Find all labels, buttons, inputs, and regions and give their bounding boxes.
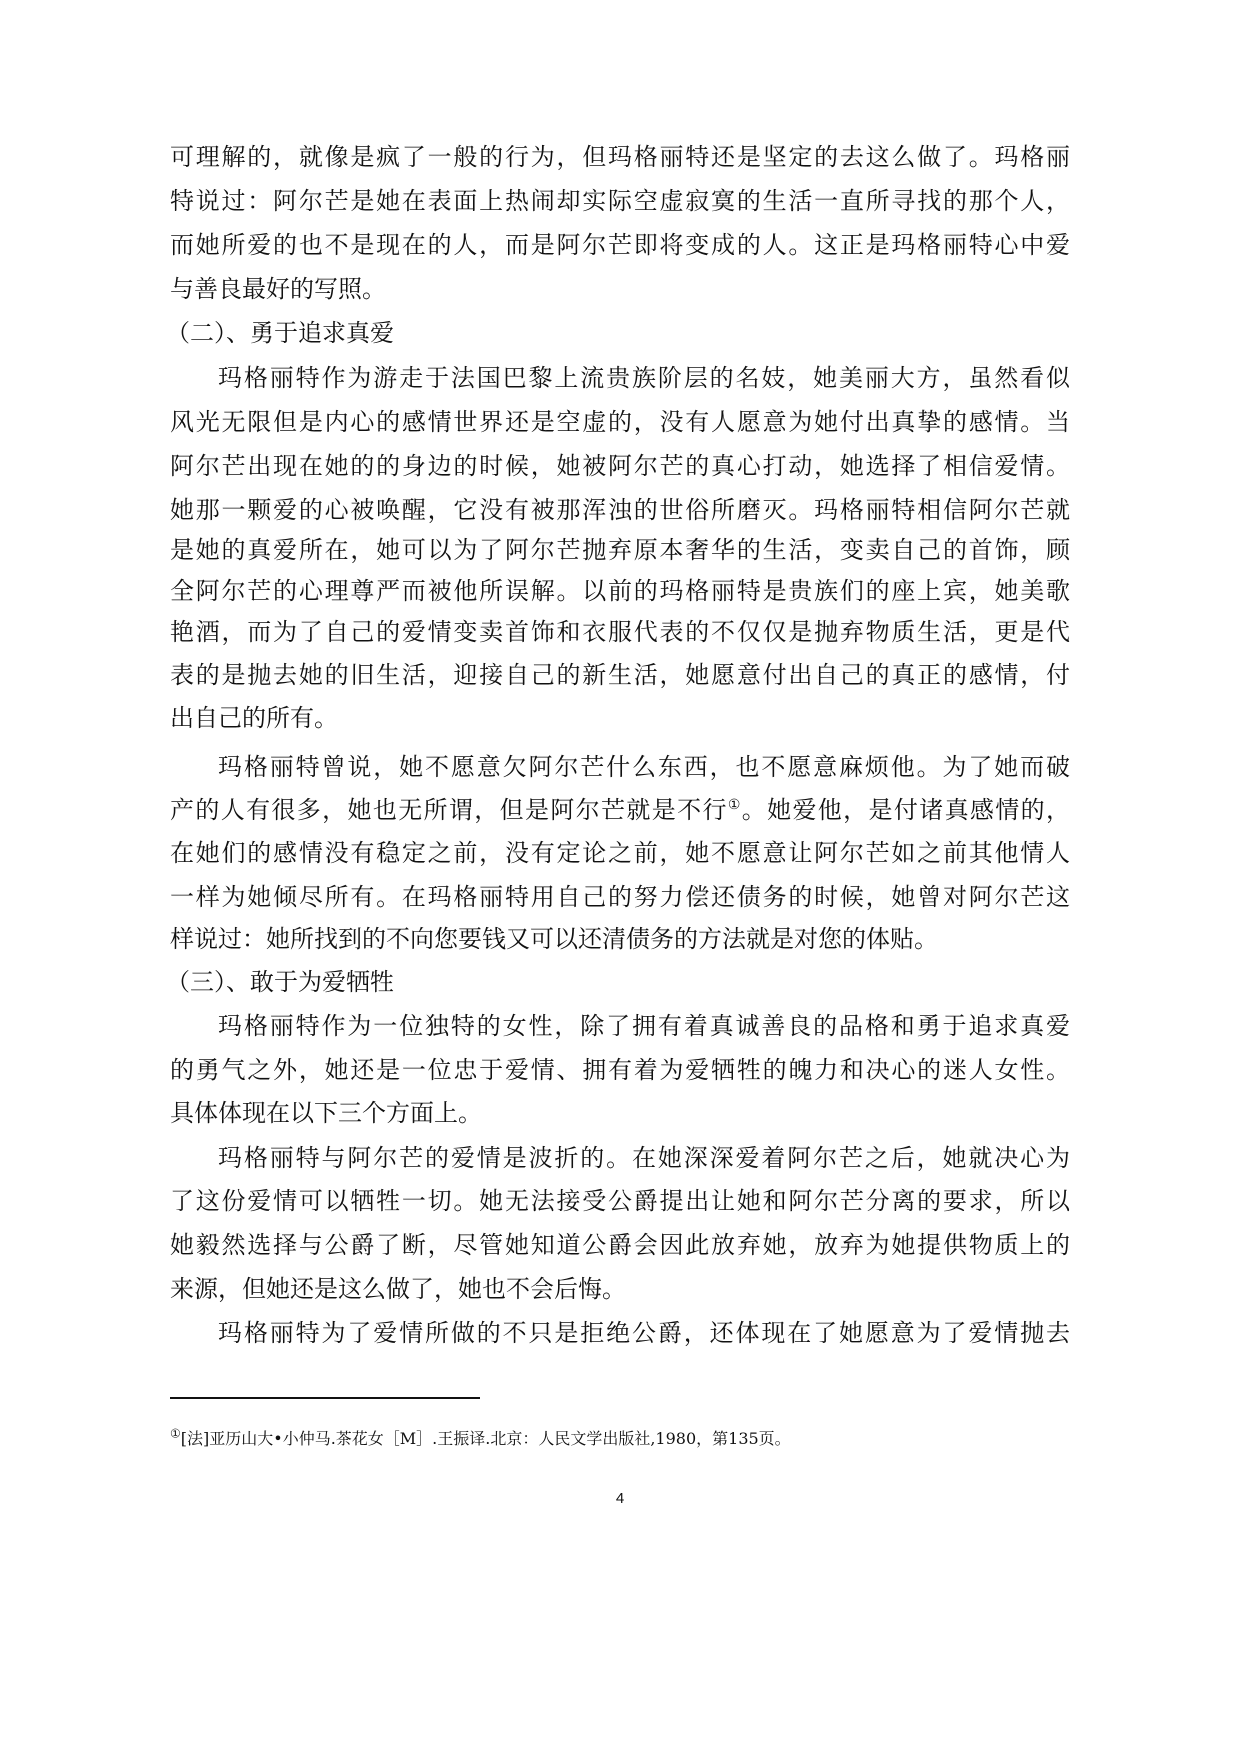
- line-text: 玛格丽特作为一位独特的女性，除了拥有着真诚善良的品格和勇于追求真爱: [218, 1012, 1070, 1040]
- text-line: [170, 535, 1070, 565]
- text-line: [218, 1318, 1070, 1348]
- text-line: [170, 495, 1070, 525]
- line-text: 风光无限但是内心的感情世界还是空虚的，没有人愿意为她付出真挚的感情。当: [170, 408, 1070, 436]
- text-line: [218, 752, 1070, 782]
- line-text: 阿尔芒出现在她的的身边的时候，她被阿尔芒的真心打动，她选择了相信爱情。: [170, 452, 1070, 480]
- text-line: [170, 617, 1070, 647]
- line-text: 是她的真爱所在，她可以为了阿尔芒抛弃原本奢华的生活，变卖自己的首饰，顾: [170, 536, 1070, 564]
- page-number: 4: [615, 1490, 625, 1507]
- line-text: （三）、敢于为爱牺牲: [166, 968, 394, 996]
- line-text: 的勇气之外，她还是一位忠于爱情、拥有着为爱牺牲的魄力和决心的迷人女性。: [170, 1056, 1070, 1084]
- text-line: [170, 703, 1070, 733]
- text-line: [170, 1230, 1070, 1260]
- line-text: 全阿尔芒的心理尊严而被他所误解。以前的玛格丽特是贵族们的座上宾，她美歌: [170, 577, 1070, 605]
- line-text: 玛格丽特为了爱情所做的不只是拒绝公爵，还体现在了她愿意为了爱情抛去: [218, 1319, 1070, 1347]
- text-line: [170, 1055, 1070, 1085]
- footnote-mark: ①: [170, 1426, 181, 1441]
- line-text: 玛格丽特作为游走于法国巴黎上流贵族阶层的名妓，她美丽大方，虽然看似: [218, 364, 1070, 392]
- line-text: 表的是抛去她的旧生活，迎接自己的新生活，她愿意付出自己的真正的感情，付: [170, 661, 1070, 689]
- line-text: 玛格丽特曾说，她不愿意欠阿尔芒什么东西，也不愿意麻烦他。为了她而破: [218, 753, 1070, 781]
- text-line: [170, 230, 1070, 260]
- line-text: 样说过：她所找到的不向您要钱又可以还清债务的方法就是对您的体贴。: [170, 925, 938, 953]
- line-text: 她那一颗爱的心被唤醒，它没有被那浑浊的世俗所磨灭。玛格丽特相信阿尔芒就: [170, 496, 1070, 524]
- text-line: [218, 1011, 1070, 1041]
- line-text: 一样为她倾尽所有。在玛格丽特用自己的努力偿还债务的时候，她曾对阿尔芒这: [170, 883, 1070, 911]
- line-text: 与善良最好的写照。: [170, 275, 386, 303]
- text-line: [170, 1098, 1070, 1128]
- text-line: [170, 1186, 1070, 1216]
- line-text: 特说过：阿尔芒是她在表面上热闹却实际空虚寂寞的生活一直所寻找的那个人，: [170, 187, 1070, 215]
- footnote-reference: ①: [727, 797, 742, 813]
- section-heading: [166, 967, 1066, 997]
- footnote: [170, 1426, 791, 1449]
- text-line: [170, 882, 1070, 912]
- line-text: 来源，但她还是这么做了，她也不会后悔。: [170, 1275, 626, 1303]
- text-line: [170, 142, 1070, 172]
- line-text: 产的人有很多，她也无所谓，但是阿尔芒就是不行: [170, 796, 728, 824]
- line-text: 艳酒，而为了自己的爱情变卖首饰和衣服代表的不仅仅是抛弃物质生活，更是代: [170, 618, 1070, 646]
- line-text: 在她们的感情没有稳定之前，没有定论之前，她不愿意让阿尔芒如之前其他情人: [170, 839, 1070, 867]
- text-line: [170, 838, 1070, 868]
- text-line: [218, 363, 1070, 393]
- text-line: [170, 660, 1070, 690]
- text-line: [170, 1274, 1070, 1304]
- line-text: 具体体现在以下三个方面上。: [170, 1099, 482, 1127]
- text-line: [170, 924, 1070, 954]
- line-text: 了这份爱情可以牺牲一切。她无法接受公爵提出让她和阿尔芒分离的要求，所以: [170, 1187, 1070, 1215]
- text-line: [170, 795, 1070, 825]
- line-text: 可理解的，就像是疯了一般的行为，但玛格丽特还是坚定的去这么做了。玛格丽: [170, 143, 1070, 171]
- line-text: （二）、勇于追求真爱: [166, 319, 394, 347]
- text-line: [218, 1143, 1070, 1173]
- footnote-text: [法]亚历山大•小仲马.茶花女［M］.王振译.北京：人民文学出版社,1980，第135页。: [180, 1429, 791, 1448]
- text-line: [170, 186, 1070, 216]
- line-text: 而她所爱的也不是现在的人，而是阿尔芒即将变成的人。这正是玛格丽特心中爱: [170, 231, 1070, 259]
- section-heading: [166, 318, 1066, 348]
- line-text: 玛格丽特与阿尔芒的爱情是波折的。在她深深爱着阿尔芒之后，她就决心为: [218, 1144, 1070, 1172]
- text-line: [170, 274, 1070, 304]
- text-line: [170, 407, 1070, 437]
- footnote-separator: [170, 1397, 480, 1399]
- text-line: [170, 576, 1070, 606]
- line-text: 出自己的所有。: [170, 704, 338, 732]
- text-line: [170, 451, 1070, 481]
- line-text: 她毅然选择与公爵了断，尽管她知道公爵会因此放弃她，放弃为她提供物质上的: [170, 1231, 1070, 1259]
- line-text: 。她爱他，是付诸真感情的，: [741, 796, 1070, 824]
